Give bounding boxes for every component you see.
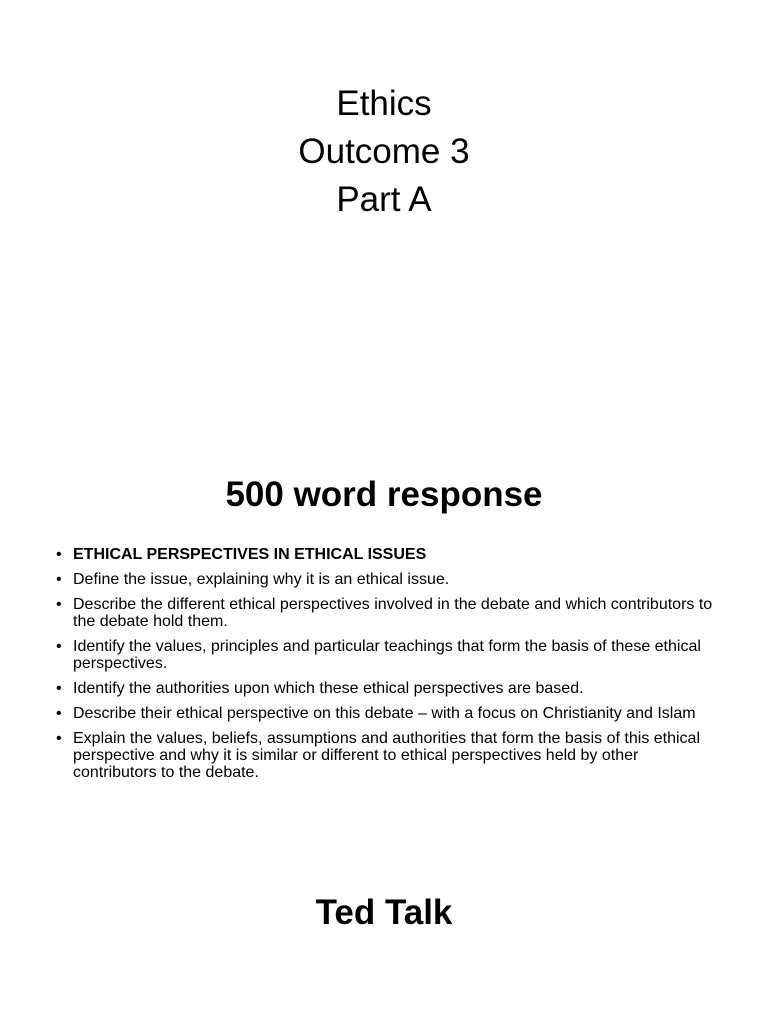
- list-item: [56, 638, 716, 672]
- bullet-icon: •: [56, 705, 62, 722]
- requirements-list: [56, 546, 716, 789]
- bullet-icon: •: [56, 730, 62, 747]
- title-line-outcome: Outcome 3: [298, 132, 470, 171]
- ted-talk-heading: Ted Talk: [315, 893, 453, 932]
- bullet-icon: •: [56, 638, 62, 655]
- list-item-text: Define the issue, explaining why it is an ethical issue.: [73, 571, 450, 588]
- bullet-icon: •: [56, 596, 62, 613]
- slide-title: [0, 80, 768, 224]
- list-item: [56, 546, 716, 563]
- list-item-text: Describe their ethical perspective on this debate – with a focus on Christianity and Islam: [73, 705, 696, 722]
- word-response-heading: 500 word response: [225, 475, 543, 514]
- list-item: [56, 571, 716, 588]
- list-item: [56, 680, 716, 697]
- bullet-icon: •: [56, 571, 62, 588]
- title-line-part: Part A: [336, 180, 432, 219]
- title-line-ethics: Ethics: [336, 84, 432, 123]
- list-item-text: Identify the values, principles and particular teachings that form the basis of these ethical perspectives.: [73, 638, 701, 672]
- list-item: [56, 705, 716, 722]
- list-item-text: Describe the different ethical perspectives involved in the debate and which contributors to the debate hold them.: [73, 596, 713, 630]
- list-item-text: ETHICAL PERSPECTIVES IN ETHICAL ISSUES: [73, 546, 427, 563]
- list-item: [56, 730, 716, 781]
- list-item-text: Identify the authorities upon which these ethical perspectives are based.: [73, 680, 584, 697]
- bullet-icon: •: [56, 680, 62, 697]
- list-item-text: Explain the values, beliefs, assumptions and authorities that form the basis of this ethical perspective and why it is similar or different to ethical perspectives held by other contributors to the debate.: [73, 730, 701, 781]
- bullet-icon: •: [56, 546, 62, 563]
- list-item: [56, 596, 716, 630]
